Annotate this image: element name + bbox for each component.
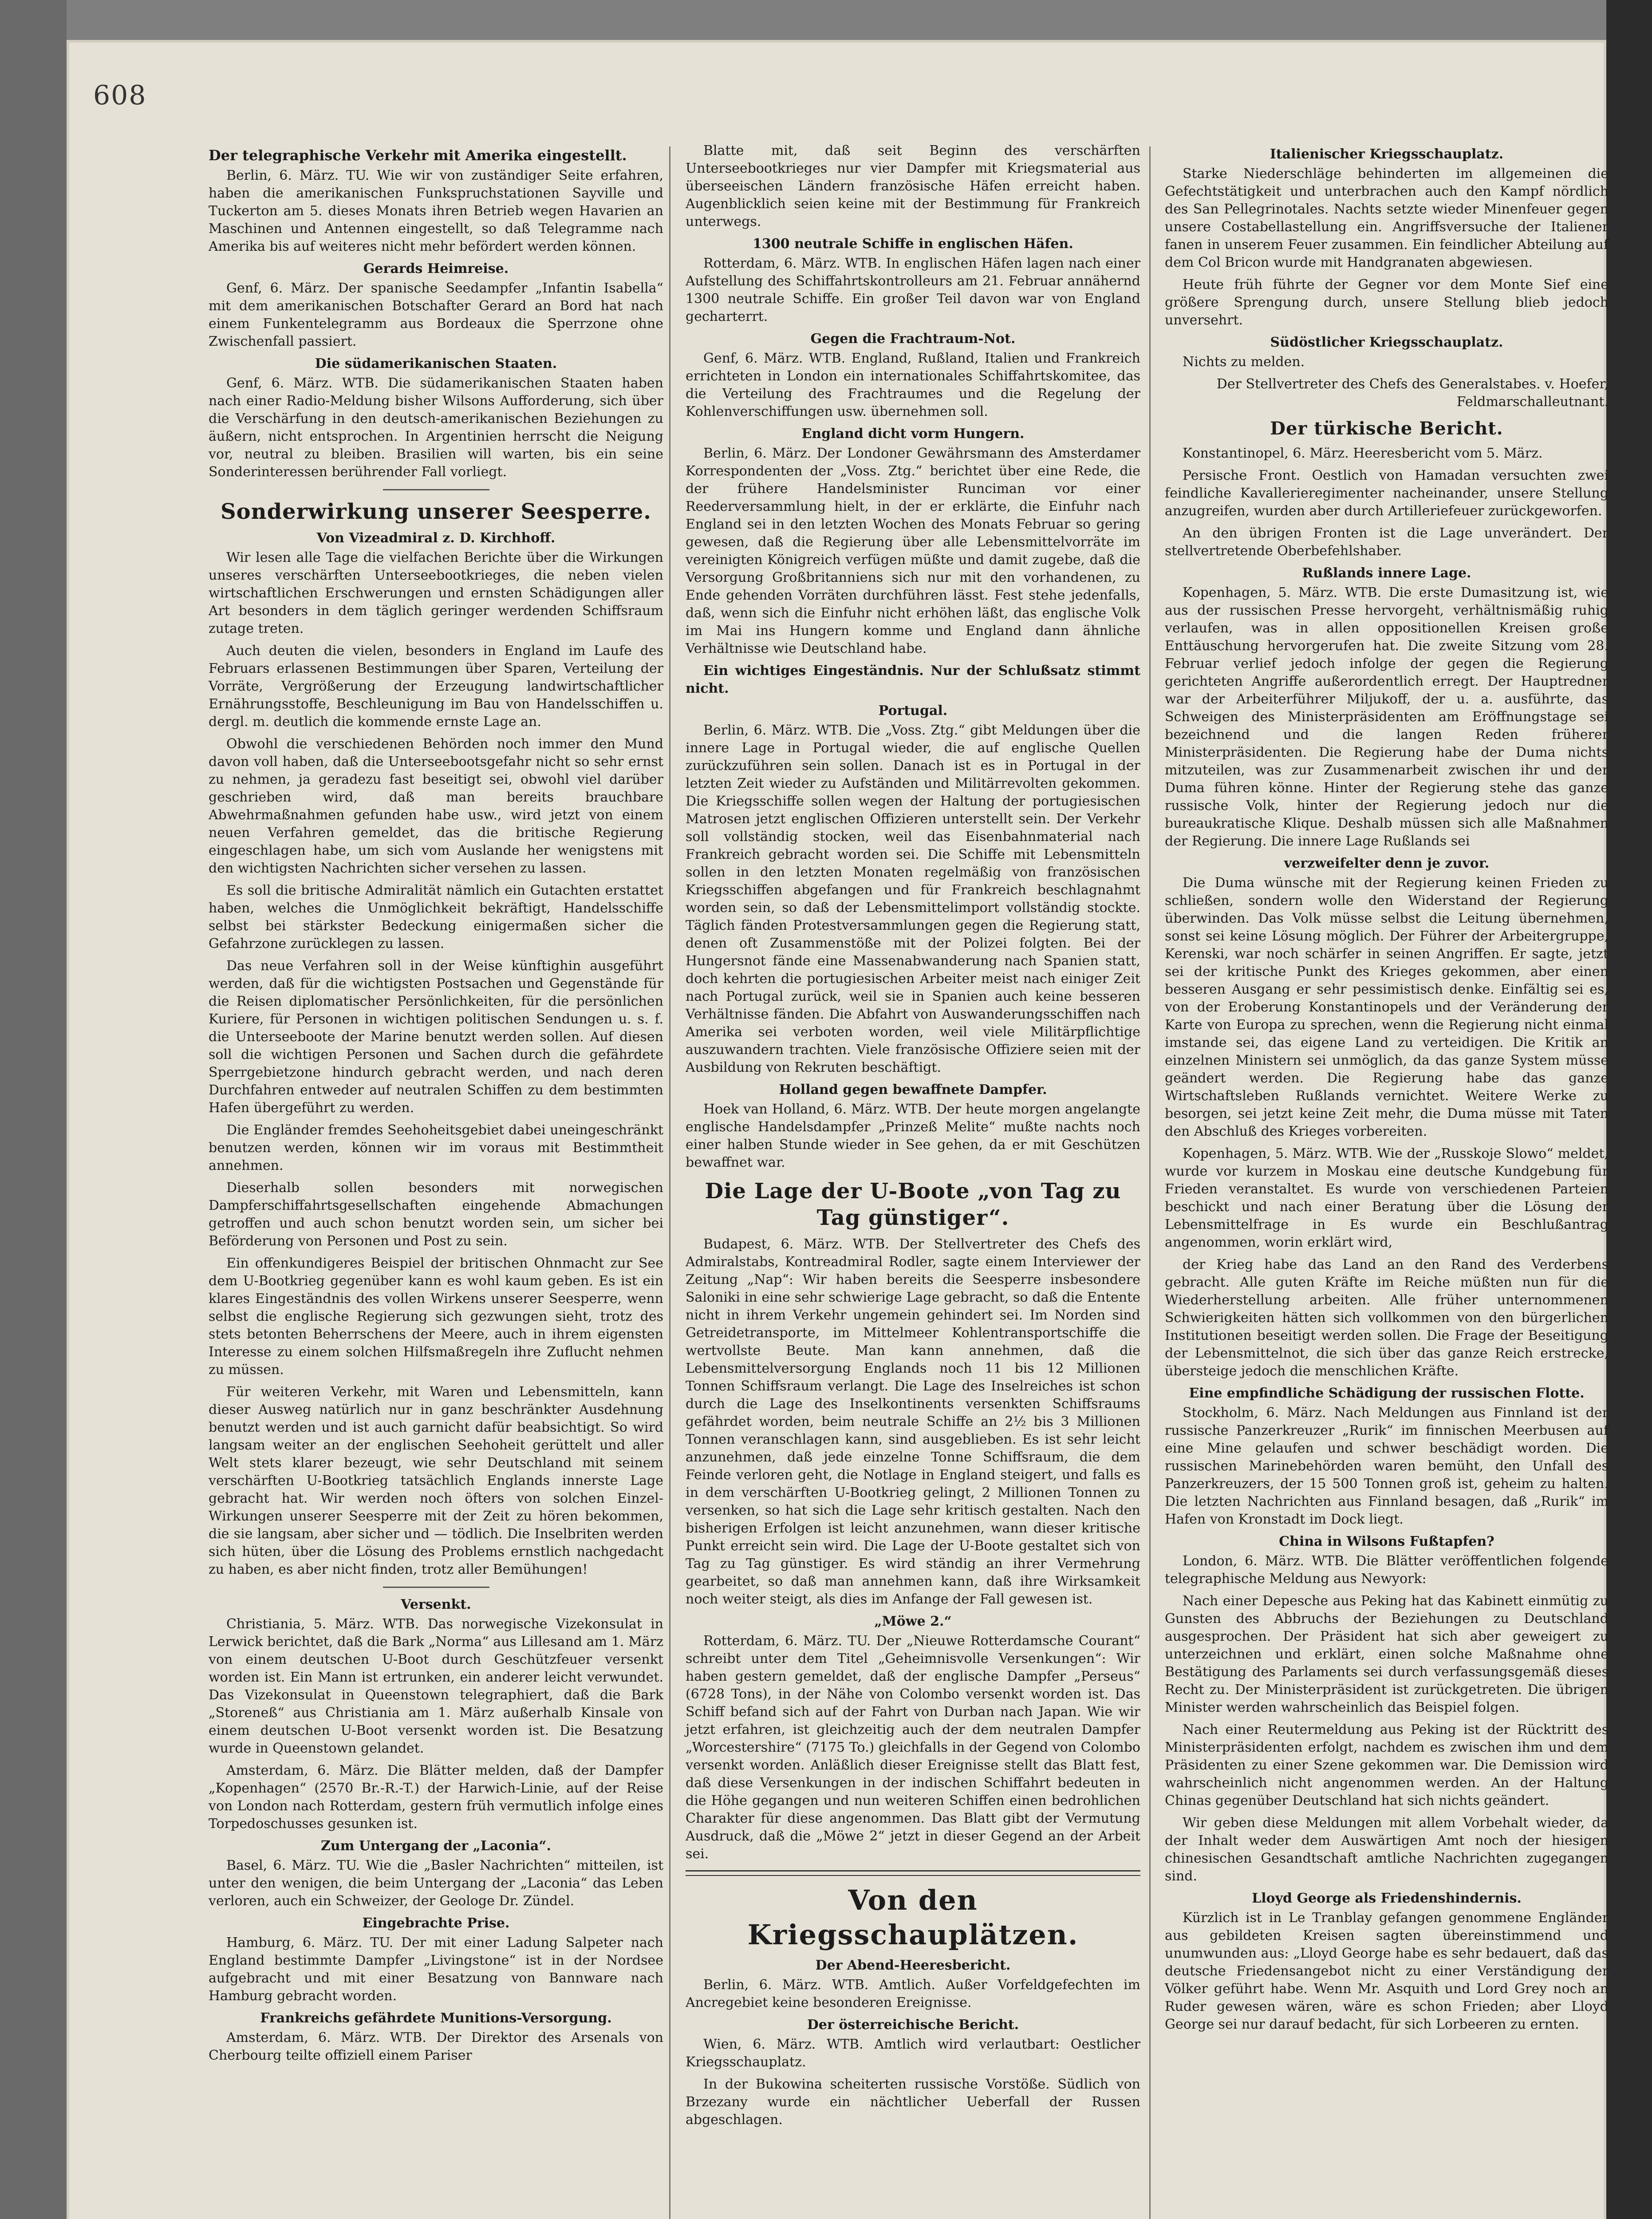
article-title: England dicht vorm Hungern. bbox=[801, 426, 1025, 442]
article-title: Der Abend-Heeresbericht. bbox=[815, 1958, 1011, 1973]
paragraph: Stockholm, 6. März. Nach Meldungen aus Finnland ist der russische Panzerkreuzer „Rurik“ im finnischen Meerbusen auf eine Mine gelaufen und schwer beschädigt worden. Die russischen Marinebehörden waren bemüht, den Unfall des Panzerkreuzers, der 15 500 Tonnen groß ist, geheim zu halten. Die letzten Nachrichten aus Finnland besagen, daß „Rurik“ im Hafen von Kronstadt im Dock liegt. bbox=[1165, 1405, 1609, 1527]
article-title: Südöstlicher Kriegsschauplatz. bbox=[1270, 335, 1503, 350]
column-right bbox=[1165, 142, 1609, 2038]
paragraph: Amsterdam, 6. März. WTB. Der Direktor des Arsenals von Cherbourg teilte offiziell einem Pariser bbox=[209, 2030, 663, 2063]
paragraph: Berlin, 6. März. WTB. Die „Voss. Ztg.“ gibt Meldungen über die innere Lage in Portugal wieder, die auf englische Quellen zurückzuführen sein sollen. Danach ist es in Portugal in der letzten Zeit wieder zu Aufständen und Militärrevolten gekommen. Die Kriegsschiffe sollen wegen der Haltung der portugiesischen Matrosen jetzt englischen Offizieren unterstellt sein. Der Verkehr soll vollständig stocken, weil das Eisenbahnmaterial nach Frankreich gebracht worden sei. Die Schiffe mit Lebensmitteln sollen in den letzten Monaten regelmäßig von französischen Kriegsschiffen abgefangen und für Frankreich beschlagnahmt worden sein, so daß der Lebensmittelimport vollständig stockte. Täglich fänden Protestversammlungen gegen die Regierung statt, denen oft Zusammenstöße mit der Polizei folgten. Bei der Hungersnot fände eine Massenabwanderung nach Spanien statt, doch kehrten die portugiesischen Arbeiter meist nach einiger Zeit nach Portugal zurück, weil sie in Spanien auch keine besseren Verhältnisse fänden. Die Abfahrt von Auswanderungsschiffen nach Amerika sei verboten worden, weil viele Militärpflichtige auszuwandern trachten. Viele französische Offiziere seien mit der Ausbildung von Rekruten beschäftigt. bbox=[686, 723, 1140, 1075]
paragraph: Kürzlich ist in Le Tranblay gefangen genommene Engländer aus gebildeten Kreisen sagten übereinstimmend und unumwunden aus: „Lloyd George habe es sehr bedauert, daß das deutsche Friedensangebot nicht zu einer Verständigung der Völker geführt habe. Wenn Mr. Asquith und Lord Grey noch an Ruder gewesen wären, wäre es schon Frieden; aber Lloyd George sei nur darauf bedacht, für sich Lorbeeren zu ernten. bbox=[1165, 1910, 1609, 2032]
article-title: Frankreichs gefährdete Munitions-Versorgung. bbox=[260, 2010, 612, 2026]
section-divider bbox=[383, 489, 489, 490]
editorial-note: Ein wichtiges Eingeständnis. Nur der Schlußsatz stimmt nicht. bbox=[686, 663, 1140, 696]
paragraph: Budapest, 6. März. WTB. Der Stellvertreter des Chefs des Admiralstabs, Kontreadmiral Rodler, sagte einem Interviewer der Zeitung „Nap“: Wir haben bereits die Seesperre insbesondere Saloniki in eine sehr schwierige Lage gebracht, so daß die Entente nicht in ihrem Verkehr ungemein gehindert sei. Im Norden sind Getreidetransporte, im Mittelmeer Kohlentransportschiffe die wertvollste Beute. Man kann annehmen, daß die Lebensmittelversorgung Englands noch 11 bis 12 Millionen Tonnen Schiffsraum verlangt. Die Lage des Inselreiches ist schon durch die Lage des Inselkontinents versenkten Schiffsraums gefährdet worden, beim neutrale Schiffe an 2½ bis 3 Millionen Tonnen veranschlagen kann, sind ausgeblieben. Es ist sehr leicht anzunehmen, daß jede einzelne Tonne Schiffsraum, die dem Feinde verloren geht, die Notlage in England steigert, und falls es in dem verschärften U-Bootkrieg gelingt, 2 Millionen Tonnen zu versenken, so hat sich die Lage sehr kritisch gestalten. Nach den bisherigen Erfolgen ist leicht anzunehmen, wann dieser kritische Punkt erreicht sein wird. Die Lage der U-Boote gestaltet sich von Tag zu Tag günstiger. Es wird ständig an ihrer Vermehrung gearbeitet, so daß man annehmen kann, daß ihre Wirksamkeit noch weiter steigt, als dies im Anfange der Fall gewesen ist. bbox=[686, 1236, 1140, 1607]
paragraph: Genf, 6. März. Der spanische Seedampfer „Infantin Isabella“ mit dem amerikanischen Botschafter Gerard an Bord hat nach einem Funkentelegramm aus Bordeaux die Sperrzone ohne Zwischenfall passiert. bbox=[209, 280, 663, 349]
article-title: Eingebrachte Prise. bbox=[362, 1915, 510, 1931]
article-title: Der österreichische Bericht. bbox=[807, 2017, 1019, 2033]
article-title: Der telegraphische Verkehr mit Amerika eingestellt. bbox=[209, 147, 627, 164]
paragraph: Nach einer Reutermeldung aus Peking ist der Rücktritt des Ministerpräsidenten erfolgt, nachdem es zwischen ihm und dem Präsidenten zu einer Szene gekommen war. Die Demission wird wahrscheinlich nicht angenommen werden. An der Haltung Chinas gegenüber Deutschland hat sich nichts geändert. bbox=[1165, 1722, 1609, 1808]
paragraph: London, 6. März. WTB. Die Blätter veröffentlichen folgende telegraphische Meldung aus Newyork: bbox=[1165, 1553, 1609, 1587]
article-title: Versenkt. bbox=[401, 1597, 471, 1612]
page-number: 608 bbox=[93, 80, 147, 111]
subheading: verzweifelter denn je zuvor. bbox=[1284, 856, 1490, 871]
paragraph: Basel, 6. März. TU. Wie die „Basler Nachrichten“ mitteilen, ist unter den wenigen, die beim Untergang der „Laconia“ das Leben verloren, auch ein Schweizer, der Geologe Dr. Zündel. bbox=[209, 1858, 663, 1909]
paragraph: Amsterdam, 6. März. Die Blätter melden, daß der Dampfer „Kopenhagen“ (2570 Br.-R.-T.) der Harwich-Linie, auf der Reise von London nach Rotterdam, gestern früh vermutlich infolge eines Torpedoschusses gesunken ist. bbox=[209, 1763, 663, 1832]
paragraph: Wir lesen alle Tage die vielfachen Berichte über die Wirkungen unseres verschärften Unterseebootkrieges, die neben vielen wirtschaftlichen Erschwerungen und ernsten Schädigungen aller Art besonders in dem täglich geringer werdenden Schiffsraum zutage treten. bbox=[209, 550, 663, 636]
paragraph: der Krieg habe das Land an den Rand des Verderbens gebracht. Alle guten Kräfte im Reiche müßten nun für die Wiederherstellung arbeiten. Alle früher unternommenen Schwierigkeiten hätten sich vollkommen von den bürgerlichen Institutionen beseitigt werden sollen. Die Frage der Beseitigung der Lebensmittelnot, die sich über das ganze Reich erstrecke, übersteige jedoch die menschlichen Kräfte. bbox=[1165, 1257, 1609, 1379]
paragraph: Hamburg, 6. März. TU. Der mit einer Ladung Salpeter nach England bestimmte Dampfer „Livingstone“ ist in der Nordsee aufgebracht und mit einer Besatzung von Bannware nach Hamburg gebracht worden. bbox=[209, 1935, 663, 2004]
headline: Sonderwirkung unserer Seesperre. bbox=[220, 499, 652, 524]
paragraph: Wir geben diese Meldungen mit allem Vorbehalt wieder, da der Inhalt weder dem Auswärtigen Amt noch der hiesigen chinesischen Gesandtschaft amtliche Nachrichten zugegangen sind. bbox=[1165, 1815, 1609, 1884]
paragraph: An den übrigen Fronten ist die Lage unverändert. Der stellvertretende Oberbefehlshaber. bbox=[1165, 525, 1609, 559]
article-title: Die südamerikanischen Staaten. bbox=[315, 356, 557, 371]
article-title: Gerards Heimreise. bbox=[363, 261, 509, 276]
article-title: Eine empfindliche Schädigung der russischen Flotte. bbox=[1189, 1386, 1585, 1401]
paragraph: Rotterdam, 6. März. WTB. In englischen Häfen lagen nach einer Aufstellung des Schiffahrtskontrolleurs am 21. Februar annähernd 1300 neutrale Schiffe. Ein großer Teil davon war von England gecharterrt. bbox=[686, 256, 1140, 324]
article-title: China in Wilsons Fußtapfen? bbox=[1279, 1534, 1494, 1549]
article-title: Holland gegen bewaffnete Dampfer. bbox=[779, 1082, 1047, 1098]
section-divider bbox=[383, 1587, 489, 1588]
paragraph: Kopenhagen, 5. März. WTB. Wie der „Russkoje Slowo“ meldet, wurde vor kurzem in Moskau eine deutsche Kundgebung für Frieden veranstaltet. Es wurde von verschiedenen Parteien beschickt und nach einer Beratung über die Lösung der Lebensmittelfrage in Es wurde ein Beschlußantrag angenommen, worin erklärt wird, bbox=[1165, 1146, 1609, 1250]
section-divider bbox=[686, 1870, 1140, 1876]
scan-right-edge bbox=[1606, 0, 1652, 2219]
paragraph: Heute früh führte der Gegner vor dem Monte Sief eine größere Sprengung durch, unsere Stellung blieb jedoch unversehrt. bbox=[1165, 277, 1609, 328]
paragraph: Blatte mit, daß seit Beginn des verschärften Unterseebootkrieges nur vier Dampfer mit Kriegsmaterial aus überseeischen Ländern französische Häfen erreicht haben. Augenblicklich seien keine mit der Bestimmung für Frankreich unterwegs. bbox=[686, 143, 1140, 229]
paragraph: In der Bukowina scheiterten russische Vorstöße. Südlich von Brzezany wurde ein nächtlicher Ueberfall der Russen abgeschlagen. bbox=[686, 2077, 1140, 2128]
article-title: Rußlands innere Lage. bbox=[1302, 565, 1471, 581]
paragraph: Persische Front. Oestlich von Hamadan versuchten zwei feindliche Kavallerieregimenter nacheinander, unsere Stellung anzugreifen, wurden aber durch Artilleriefeuer zurückgeworfen. bbox=[1165, 468, 1609, 519]
paragraph: Konstantinopel, 6. März. Heeresbericht vom 5. März. bbox=[1183, 446, 1543, 461]
paragraph: Ein offenkundigeres Beispiel der britischen Ohnmacht zur See dem U-Bootkrieg gegenüber kann es wohl kaum geben. Es ist ein klares Eingeständnis des vollen Wirkens unserer Seesperre, wenn selbst die englische Regierung sich gezwungen sieht, trotz des stets betonten Beherrschens der Meere, auch in ihrem eigensten Interesse zu einem solchen Hilfsmaßregeln ihre Zuflucht nehmen zu müssen. bbox=[209, 1256, 663, 1378]
headline: Die Lage der U-Boote „von Tag zu Tag günstiger“. bbox=[705, 1179, 1121, 1230]
paragraph: Berlin, 6. März. Der Londoner Gewährsmann des Amsterdamer Korrespondenten der „Voss. Ztg.“ berichtet über eine Rede, die der frühere Handelsminister Runciman vor einer Reederversammlung hielt, in der er erklärte, die Einfuhr nach England sei in den letzten Wochen des Monats Februar so gering gewesen, daß die Regierung über alle Lebensmittelvorräte im vereinigten Königreich verfügen müßte und damit zugebe, daß die Versorgung Großbritanniens sich nur mit den vorhandenen, zu Ende gehenden Vorräten durchführen lässt. Fest stehe jedenfalls, daß, wenn sich die Einfuhr nicht erhöhen läßt, das englische Volk im Mai ins Hungern komme und England dann ähnliche Verhältnisse wie Deutschland habe. bbox=[686, 446, 1140, 656]
article-title: Portugal. bbox=[878, 703, 948, 719]
paragraph: Auch deuten die vielen, besonders in England im Laufe des Februars erlassenen Bestimmungen über Sparen, Verteilung der Vorräte, Vergrößerung der Erzeugung landwirtschaftlicher Ernährungsstoffe, Beschleunigung im Bau von Handelsschiffen u. dergl. m. deutlich die kommende ernste Lage an. bbox=[209, 643, 663, 730]
column-middle bbox=[686, 142, 1140, 2133]
paragraph: Rotterdam, 6. März. TU. Der „Nieuwe Rotterdamsche Courant“ schreibt unter dem Titel „Geheimnisvolle Versenkungen“: Wir haben gestern gemeldet, daß der englische Dampfer „Perseus“ (6728 Tons), in der Nähe von Colombo versenkt worden ist. Das Schiff befand sich auf der Fahrt von Durban nach Japan. Wie wir jetzt erfahren, ist gleichzeitig auch der dem neutralen Dampfer „Worcestershire“ (7175 To.) gleichfalls in der Gegend von Colombo versenkt worden. Anläßlich dieser Ereignisse stellt das Blatt fest, daß diese Versenkungen in der indischen Schiffahrt bedeuten in die Höhe gegangen und nun weiteren Schiffen einen bedrohlichen Charakter für diese angenommen. Das Blatt gibt der Vermutung Ausdruck, daß die „Möwe 2“ jetzt in dieser Gegend an der Arbeit sei. bbox=[686, 1633, 1140, 1862]
article-title: Gegen die Frachtraum-Not. bbox=[810, 331, 1016, 347]
paragraph: Die Engländer fremdes Seehoheitsgebiet dabei uneingeschränkt benutzen werden, können wir im voraus mit Bestimmtheit annehmen. bbox=[209, 1122, 663, 1173]
article-title: Zum Untergang der „Laconia“. bbox=[321, 1838, 551, 1854]
byline: Von Vizeadmiral z. D. Kirchhoff. bbox=[316, 530, 556, 546]
paragraph: Dieserhalb sollen besonders mit norwegischen Dampferschiffahrtsgesellschaften eingehende Abmachungen getroffen und auch schon benutzt worden sein, um sicher bei Beförderung von Personen und Post zu sein. bbox=[209, 1180, 663, 1249]
paragraph: Obwohl die verschiedenen Behörden noch immer den Mund davon voll haben, daß die Unterseebootsgefahr nicht so sehr ernst zu nehmen, ja geradezu fast beseitigt sei, obwohl viel darüber geschrieben wird, daß man bereits brauchbare Abwehrmaßnahmen gefunden habe usw., wird jetzt von einem neuen Verfahren gemeldet, das die britische Regierung eingeschlagen habe, um sich vom Auslande her wenigstens mit den wichtigsten Nachrichten sicher versehen zu lassen. bbox=[209, 736, 663, 876]
paragraph: Berlin, 6. März. TU. Wie wir von zuständiger Seite erfahren, haben die amerikanischen Funkspruchstationen Sayville und Tuckerton am 5. dieses Monats ihren Betrieb wegen Havarien an Maschinen und Antennen eingestellt, so daß Telegramme nach Amerika bis auf weiteres nicht mehr befördert werden können. bbox=[209, 168, 663, 254]
paragraph: Berlin, 6. März. WTB. Amtlich. Außer Vorfeldgefechten im Ancregebiet keine besonderen Ereignisse. bbox=[686, 1977, 1140, 2010]
paragraph: Hoek van Holland, 6. März. WTB. Der heute morgen angelangte englische Handelsdampfer „Prinzeß Melite“ mußte nachts noch einer halben Stunde wieder in See gehen, da er mit Geschützen bewaffnet war. bbox=[686, 1102, 1140, 1170]
paragraph: Kopenhagen, 5. März. WTB. Die erste Dumasitzung ist, wie aus der russischen Presse hervorgeht, verhältnismäßig ruhig verlaufen, was in allen oppositionellen Kreisen große Enttäuschung hervorgerufen hat. Die zweite Sitzung vom 28. Februar verlief jedoch infolge der gegen die Regierung gerichteten Angriffe außerordentlich erregt. Der Hauptredner war der Arbeiterführer Miljukoff, der u. a. ausführte, das Schweigen des Ministerpräsidenten am Eröffnungstage sei bezeichnend und die langen Reden früherer Ministerpräsidenten. Die Regierung habe der Duma nichts mitzuteilen, was zur Zusammenarbeit zwischen ihr und der Duma führen könne. Hinter der Regierung stehe das ganze russische Volk, hinter der Regierung jedoch nur die bureaukratische Klique. Deshalb müssen sich alle Maßnahmen der Regierung. Die innere Lage Rußlands sei bbox=[1165, 585, 1609, 849]
column-divider bbox=[1149, 146, 1151, 2219]
paragraph: Starke Niederschläge behinderten im allgemeinen die Gefechtstätigkeit und unterbrachen auch den Kampf nördlich des San Pellegrinotales. Nachts setzte wieder Minenfeuer gegen unsere Costabellastellung ein. Angriffsversuche der Italiener fanen in unserem Feuer zusammen. Ein feindlicher Abteilung auf dem Col Bricon wurde mit Handgranaten abgewiesen. bbox=[1165, 166, 1609, 270]
paragraph: Nach einer Depesche aus Peking hat das Kabinett einmütig zu Gunsten des Abbruchs der Beziehungen zu Deutschland ausgesprochen. Der Präsident hat sich aber geweigert zu unterzeichnen und erklärt, einen solche Maßnahme ohne Bestätigung des Parlaments sei durch verfassungsgemäß dieses Recht zu. Der Ministerpräsident ist zurückgetreten. Die übrigen Minister werden wahrscheinlich das Beispiel folgen. bbox=[1165, 1593, 1609, 1715]
headline: Der türkische Bericht. bbox=[1270, 418, 1503, 439]
scan-left-edge bbox=[0, 0, 67, 2219]
article-title: „Möwe 2.“ bbox=[874, 1614, 952, 1629]
paragraph: Die Duma wünsche mit der Regierung keinen Frieden zu schließen, sondern wolle den Widerstand der Regierung überwinden. Das Volk müsse selbst die Leitung übernehmen, sonst sei keine Lösung möglich. Der Führer der Arbeitergruppe, Kerenski, war noch schärfer in seinen Angriffen. Er sagte, jetzt sei der kritische Punkt des Krieges gekommen, aber einen besseren Ausgang er sehr pessimistisch denke. Einfältig sei es, von der Eroberung Konstantinopels und der Veränderung der Karte von Europa zu sprechen, wenn die Regierung nicht einmal imstande sei, das eigene Land zu verteidigen. Die Kritik an einzelnen Ministern sei unmöglich, da das ganze System müsse geändert werden. Die Regierung habe das ganze Wirtschaftsleben Rußlands vernichtet. Weitere Werke zu besorgen, sei jetzt keine Zeit mehr, die Duma müsse mit Taten den Abschluß des Krieges vorbereiten. bbox=[1165, 875, 1609, 1139]
paragraph: Wien, 6. März. WTB. Amtlich wird verlautbart: Oestlicher Kriegsschauplatz. bbox=[686, 2037, 1140, 2070]
paragraph: Für weiteren Verkehr, mit Waren und Lebensmitteln, kann dieser Ausweg natürlich nur in ganz beschränkter Ausdehnung benutzt werden und ist auch garnicht dafür beabsichtigt. So wird langsam weiter an der englischen Seehoheit gerüttelt und aller Welt stets klarer bezeugt, wie sehr Deutschland mit seinem verschärften U-Bootkrieg tatsächlich Englands innerste Lage gebracht hat. Wir werden noch öfters von solchen Einzel-Wirkungen unserer Seesperre mit der Zeit zu hören bekommen, die sie langsam, aber sicher und — tödlich. Die Inselbriten werden sich hüten, über die Lösung des Problems ernstlich nachgedacht zu haben, es aber nicht finden, trotz aller Bemühungen! bbox=[209, 1384, 663, 1577]
paragraph: Das neue Verfahren soll in der Weise künftighin ausgeführt werden, daß für die wichtigsten Postsachen und Gegenstände für die Reisen diplomatischer Persönlichkeiten, für die persönlichen Kuriere, für Personen in wichtigen politischen Sendungen u. s. f. die Unterseeboote der Marine benutzt werden sollen. Auf diesen soll die wichtigen Personen und Sachen durch die gefährdete Sperrgebietzone hindurch gebracht werden, und nach deren Durchfahren entweder auf neutralen Schiffen zu dem bestimmten Hafen übergeführt zu werden. bbox=[209, 958, 663, 1116]
headline: Von den Kriegsschauplätzen. bbox=[747, 1884, 1079, 1951]
signature: Der Stellvertreter des Chefs des Generalstabes. v. Hoefer, Feldmarschalleutnant. bbox=[1216, 376, 1609, 410]
column-divider bbox=[669, 146, 670, 2219]
paragraph: Nichts zu melden. bbox=[1183, 354, 1305, 370]
paragraph: Christiania, 5. März. WTB. Das norwegische Vizekonsulat in Lerwick berichtet, daß die Bark „Norma“ aus Lillesand am 1. März von einem deutschen U-Boot durch Geschützfeuer versenkt worden ist. Ein Mann ist ertrunken, ein anderer leicht verwundet. Das Vizekonsulat in Queenstown telegraphiert, daß die Bark „Storeneß“ aus Christiania am 1. März außerhalb Kinsale von einem deutschen U-Boot versenkt worden ist. Die Besatzung wurde in Queenstown gelandet. bbox=[209, 1616, 663, 1756]
paragraph: Genf, 6. März. WTB. England, Rußland, Italien und Frankreich errichteten in London ein internationales Schiffahrtskomitee, das die Verteilung des Frachtraumes und die Regelung der Kohlenverschiffungen usw. übernehmen soll. bbox=[686, 351, 1140, 419]
article-title: 1300 neutrale Schiffe in englischen Häfen. bbox=[753, 236, 1073, 252]
paragraph: Genf, 6. März. WTB. Die südamerikanischen Staaten haben nach einer Radio-Meldung bisher Wilsons Aufforderung, sich über die Verschärfung in den deutsch-amerikanischen Beziehungen zu äußern, nicht entsprochen. In Argentinien herrscht die Neigung vor, neutral zu bleiben. Brasilien will warten, bis ein seine Sonderinteressen berührender Fall vorliegt. bbox=[209, 375, 663, 480]
column-left bbox=[209, 142, 663, 2069]
article-title: Lloyd George als Friedenshindernis. bbox=[1252, 1891, 1522, 1906]
paragraph: Es soll die britische Admiralität nämlich ein Gutachten erstattet haben, welches die Unmöglichkeit bekräftigt, Handelsschiffe selbst bei stärkster Bedeckung einigermaßen sicher die Gefahrzone zurücklegen zu lassen. bbox=[209, 883, 663, 952]
article-title: Italienischer Kriegsschauplatz. bbox=[1270, 146, 1504, 162]
